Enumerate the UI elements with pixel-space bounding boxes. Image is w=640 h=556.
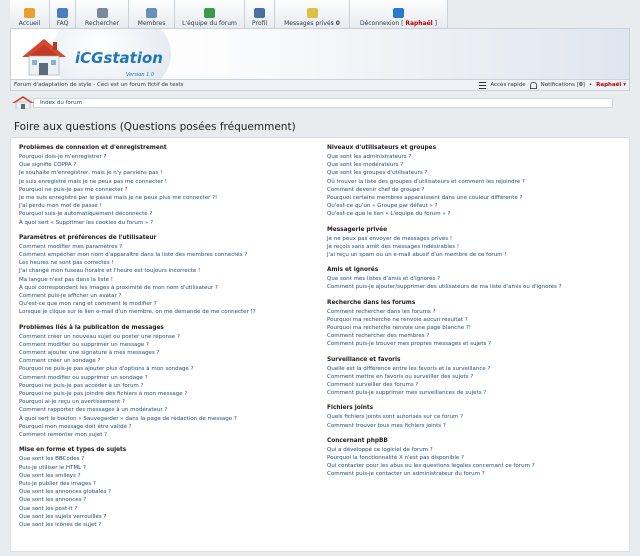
nav-label: Accueil <box>18 20 41 27</box>
logo-house-icon[interactable] <box>19 35 69 77</box>
logout-icon <box>393 8 404 18</box>
faq-question-link[interactable]: Qu'est-ce que mon rang et comment le modifier ? <box>19 301 157 308</box>
logo-version: Version 1.0 <box>126 72 155 78</box>
faq-question-link[interactable]: Que sont les groupes d'utilisateurs ? <box>327 170 428 177</box>
faq-section <box>19 144 314 227</box>
faq-question-link[interactable]: Comment remonter mon sujet ? <box>19 432 108 439</box>
faq-section-title: Problèmes de connexion et d'enregistrement <box>19 145 167 151</box>
breadcrumb-index-link[interactable]: Index du forum <box>33 98 613 108</box>
faq-question-link[interactable]: Comment devenir chef de groupe ? <box>327 186 425 193</box>
faq-question-link[interactable]: Pourquoi ne puis-je pas ajouter plus d'options à mon sondage ? <box>19 366 194 373</box>
faq-question-link[interactable]: Que sont les administrateurs ? <box>327 154 412 160</box>
pm-count: 0 <box>335 20 340 27</box>
faq-question-link[interactable]: Comment puis-je trouver mes propres messages et sujets ? <box>327 341 492 348</box>
nav-label: FAQ <box>56 20 69 27</box>
faq-question-link[interactable]: Les heures ne sont pas correctes ! <box>19 260 114 267</box>
faq-question-link[interactable]: Qui contacter pour les abus ou les questions légales concernant ce forum ? <box>327 463 535 470</box>
faq-question-link[interactable]: Qui a développé ce logiciel de forum ? <box>327 446 433 453</box>
nav-label: L'équipe du forum <box>182 20 237 27</box>
bullet-separator: • <box>588 82 593 88</box>
faq-section-title: Mise en forme et types de sujets <box>19 447 127 454</box>
faq-section <box>327 299 622 349</box>
site-description: Forum d'adaptation de style - Ceci est un forum fictif de tests <box>14 82 184 88</box>
page-title: Foire aux questions (Questions posées fréquemment) <box>14 121 296 133</box>
faq-question-link[interactable]: À quoi correspondent les images à proximité de mon nom d'utilisateur ? <box>19 284 218 291</box>
faq-question-link[interactable]: Pourquoi ai-je reçu un avertissement ? <box>19 399 125 406</box>
faq-question-link[interactable]: Je souhaite m'enregistrer, mais je n'y parviens pas ! <box>19 170 163 177</box>
faq-section-title: Problèmes liés à la publication de messages <box>19 324 164 331</box>
faq-question-link[interactable]: J'ai changé mon fuseau horaire et l'heure est toujours incorrecte ! <box>19 268 201 275</box>
faq-question-link[interactable]: À quoi sert « Supprimer les cookies du forum » ? <box>19 219 154 226</box>
logout-username: Raphaël <box>405 20 433 27</box>
faq-question-link[interactable]: Qu'est-ce que le lien « L'équipe du forum » ? <box>327 211 451 218</box>
faq-question-link[interactable]: Puis-je utiliser le HTML ? <box>19 464 86 471</box>
faq-question-link[interactable]: Comment mettre en favoris ou surveiller des sujets ? <box>327 373 474 380</box>
faq-question-link[interactable]: Comment rechercher dans les forums ? <box>327 308 436 315</box>
faq-question-link[interactable]: Comment puis-je afficher un avatar ? <box>19 293 122 300</box>
nav-label: Messages privés 0 <box>284 20 340 27</box>
faq-content <box>10 137 630 552</box>
faq-question-link[interactable]: Que sont les annonces globales ? <box>19 489 111 496</box>
members-icon <box>146 8 157 18</box>
faq-section-title: Paramètres et préférences de l'utilisateur <box>19 234 157 241</box>
nav-logout[interactable] <box>350 0 448 28</box>
faq-section <box>327 437 622 479</box>
faq-section <box>327 266 622 291</box>
faq-question-link[interactable]: Comment ajouter une signature à mes messages ? <box>19 350 160 357</box>
faq-question-link[interactable]: Comment modifier ou supprimer un sondage ? <box>19 374 148 381</box>
faq-question-link[interactable]: Pourquoi ma recherche ne renvoie aucun résultat ? <box>327 316 468 323</box>
nav-label: Déconnexion [ Raphaël ] <box>360 20 437 27</box>
faq-question-link[interactable]: Comment empêcher mon nom d'apparaître dans la liste des membres connectés ? <box>19 252 248 259</box>
faq-right-column <box>327 144 622 486</box>
nav-search[interactable] <box>76 0 129 28</box>
faq-question-link[interactable]: Pourquoi ma recherche renvoie une page blanche ?! <box>327 325 471 332</box>
faq-question-link[interactable]: Je suis enregistré mais je ne peux pas me connecter ! <box>19 178 167 185</box>
faq-question-link[interactable]: Comment puis-je supprimer mes surveillances de sujets ? <box>327 390 487 397</box>
faq-question-link[interactable]: Pourquoi mon message doit être validé ? <box>19 423 132 430</box>
faq-question-link[interactable]: J'ai reçu un spam ou un e-mail abusif d'un membre de ce forum ! <box>327 252 507 259</box>
breadcrumb <box>10 95 630 110</box>
home-icon <box>24 8 35 18</box>
faq-question-link[interactable]: Pourquoi ne puis-je pas joindre des fichiers à mon message ? <box>19 391 188 398</box>
bell-icon <box>530 82 537 89</box>
faq-question-link[interactable]: Comment puis-je contacter un administrateur du forum ? <box>327 471 485 478</box>
faq-question-link[interactable]: Qu'est-ce qu'un « Groupe par défaut » ? <box>327 203 438 210</box>
faq-question-link[interactable]: Pourquoi ne puis-je pas accéder à un forum ? <box>19 382 144 389</box>
faq-question-link[interactable]: Je me suis enregistré par le passé mais je ne peux plus me connecter ?! <box>19 195 218 202</box>
faq-question-link[interactable]: Comment modifier ou supprimer un message ? <box>19 341 149 348</box>
faq-question-link[interactable]: Lorsque je clique sur le lien e-mail d'un membre, on me demande de me connecter !? <box>19 309 256 316</box>
nav-label: Rechercher <box>85 20 119 27</box>
faq-section <box>327 226 622 260</box>
faq-section-title: Recherche dans les forums <box>327 299 416 306</box>
faq-question-link[interactable]: Comment puis-je ajouter/supprimer des utilisateurs de ma liste d'amis ou d'ignorés ? <box>327 284 562 291</box>
faq-question-link[interactable]: Quelle est la différence entre les favoris et la surveillance ? <box>327 365 491 372</box>
nav-label: Membres <box>137 20 166 27</box>
faq-section <box>19 446 314 529</box>
faq-section <box>327 404 622 429</box>
faq-question-link[interactable]: Où trouver la liste des groupes d'utilisateurs et comment les rejoindre ? <box>327 178 525 185</box>
nav-label: Profil <box>252 20 267 27</box>
faq-question-link[interactable]: Pourquoi la fonctionnalité X n'est pas disponible ? <box>327 455 464 462</box>
faq-section <box>327 144 622 219</box>
faq-section-title: Fichiers joints <box>327 405 374 412</box>
faq-question-link[interactable]: Comment rapporter des messages à un modérateur ? <box>19 407 168 414</box>
faq-question-link[interactable]: Pourquoi dois-je m'enregistrer ? <box>19 154 107 160</box>
user-actions <box>479 82 626 89</box>
faq-question-link[interactable]: Que sont les post-it ? <box>19 505 78 512</box>
faq-question-link[interactable]: Que sont les icônes de sujet ? <box>19 521 102 528</box>
faq-section <box>327 356 622 398</box>
site-header <box>10 28 630 80</box>
faq-section <box>19 234 314 317</box>
profile-icon <box>254 8 265 18</box>
faq-question-link[interactable]: Pourquoi suis-je automatiquement déconnecté ? <box>19 211 153 218</box>
nav-faq[interactable] <box>50 0 76 28</box>
faq-question-link[interactable]: J'ai perdu mon mot de passe ! <box>19 203 102 210</box>
faq-left-column <box>19 144 314 536</box>
faq-question-link[interactable]: Je ne peux pas envoyer de messages privés ! <box>327 235 453 242</box>
faq-question-link[interactable]: Ma langue n'est pas dans la liste ! <box>19 276 114 283</box>
faq-section-title: Amis et ignorés <box>327 267 379 274</box>
team-icon <box>204 8 215 18</box>
faq-section-title: Surveillance et favoris <box>327 356 401 363</box>
logo-text[interactable]: iCGstation <box>75 49 163 67</box>
faq-question-link[interactable]: Comment modifier mes paramètres ? <box>19 243 123 250</box>
faq-question-link[interactable]: Pourquoi certains membres apparaissent dans une couleur différente ? <box>327 195 523 202</box>
menu-icon <box>479 82 486 89</box>
search-icon <box>97 8 108 18</box>
quick-access-link[interactable]: Accès rapide <box>490 82 526 88</box>
nav-profile[interactable] <box>245 0 275 28</box>
faq-section <box>19 324 314 440</box>
faq-icon <box>57 8 68 18</box>
user-menu[interactable]: Raphaël ▾ <box>596 82 626 88</box>
faq-question-link[interactable]: Que sont les annonces ? <box>19 497 87 504</box>
faq-question-link[interactable]: Que signifie COPPA ? <box>19 162 77 169</box>
notifications-link[interactable]: Notifications [0] <box>540 82 585 88</box>
faq-question-link[interactable]: Comment créer un nouveau sujet ou poster une réponse ? <box>19 333 180 340</box>
nav-private-messages[interactable] <box>275 0 350 28</box>
faq-question-link[interactable]: Comment surveiller des forums ? <box>327 382 419 389</box>
faq-question-link[interactable]: Que sont les BBCodes ? <box>19 456 85 463</box>
nav-members[interactable] <box>129 0 175 28</box>
faq-question-link[interactable]: Que sont les smileys ? <box>19 472 81 479</box>
faq-question-link[interactable]: Pourquoi ne puis-je pas me connecter ? <box>19 186 128 193</box>
faq-question-link[interactable]: Comment rechercher des membres ? <box>327 333 430 340</box>
top-navigation <box>10 0 448 28</box>
faq-section-title: Messagerie privée <box>327 226 388 233</box>
faq-question-link[interactable]: Que sont les modérateurs ? <box>327 162 404 169</box>
faq-section-title: Concernant phpBB <box>327 437 388 444</box>
faq-question-link[interactable]: Que sont les sujets verrouillés ? <box>19 513 107 520</box>
faq-question-link[interactable]: Je reçois sans arrêt des messages indésirables ! <box>327 243 460 250</box>
faq-question-link[interactable]: Comment créer un sondage ? <box>19 358 101 365</box>
site-description-bar <box>10 80 630 91</box>
faq-section-title: Niveaux d'utilisateurs et groupes <box>327 145 437 151</box>
faq-question-link[interactable]: Que sont mes listes d'amis et d'ignorés ? <box>327 276 441 283</box>
faq-question-link[interactable]: Puis-je publier des images ? <box>19 480 96 487</box>
nav-team[interactable] <box>175 0 245 28</box>
nav-home[interactable] <box>10 0 50 28</box>
faq-question-link[interactable]: Comment trouver tous mes fichiers joints ? <box>327 422 446 429</box>
private-messages-icon <box>307 8 318 18</box>
faq-question-link[interactable]: À quoi sert le bouton « Sauvegarder » dans la page de rédaction de message ? <box>19 415 237 422</box>
breadcrumb-home-icon[interactable] <box>10 95 36 109</box>
faq-question-link[interactable]: Quels fichiers joints sont autorisés sur ce forum ? <box>327 414 464 421</box>
